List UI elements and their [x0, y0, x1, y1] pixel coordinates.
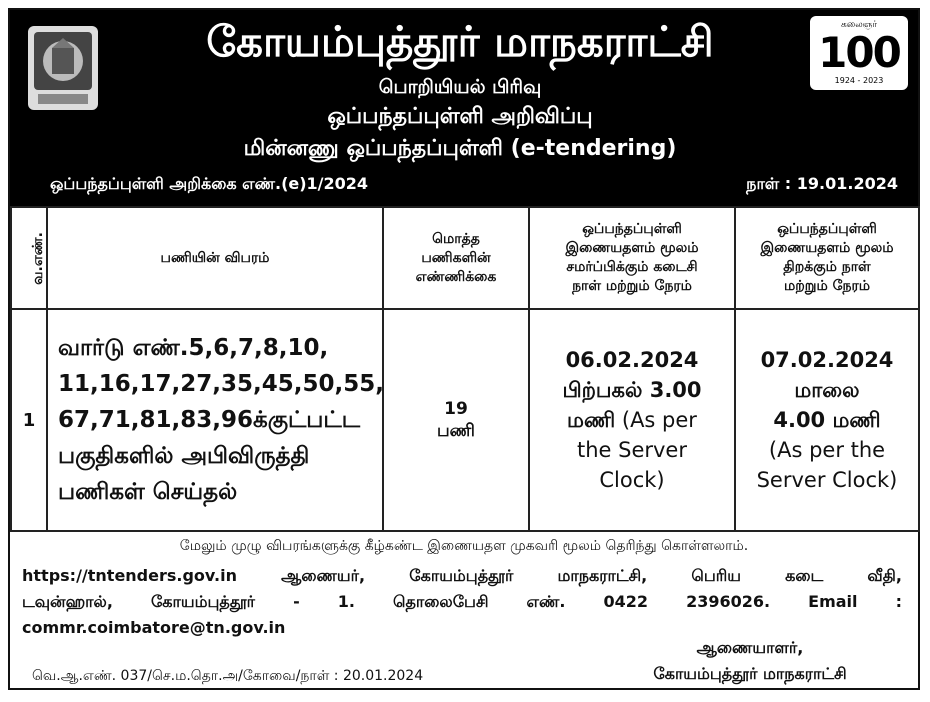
website-link[interactable]: https://tntenders.gov.in — [22, 566, 237, 585]
row-sno: 1 — [11, 309, 47, 531]
row-submission-deadline: 06.02.2024 பிற்பகல் 3.00 மணி (As per the Server Clock) — [529, 309, 735, 531]
department-label: பொறியியல் பிரிவு — [378, 76, 542, 98]
header-count: மொத்த பணிகளின் எண்ணிக்கை — [383, 207, 529, 309]
header-submission: ஒப்பந்தப்புள்ளி இணையதளம் மூலம் சமர்ப்பிக்கும் கடைசி நாள் மற்றும் நேரம் — [529, 207, 735, 309]
corporation-emblem-icon — [22, 22, 104, 118]
row-work-description: வார்டு எண்.5,6,7,8,10, 11,16,17,27,35,45,50,55, 67,71,81,83,96க்குட்பட்ட பகுதிகளில் அபிவிருத்தி பணிகள் செய்தல் — [47, 309, 383, 531]
header-opening: ஒப்பந்தப்புள்ளி இணையதளம் மூலம் திறக்கும் நாள் மற்றும் நேரம் — [735, 207, 919, 309]
signatory: ஆணையாளர், — [696, 638, 804, 657]
notice-number: ஒப்பந்தப்புள்ளி அறிக்கை எண்.(e)1/2024 — [50, 174, 369, 193]
tender-table — [10, 206, 920, 532]
badge-number: 100 — [818, 28, 900, 77]
phone-number: 0422 — [603, 592, 649, 611]
reference-number: வெ.ஆ.எண். 037/செ.ம.தொ.அ/கோவை/நாள் : 20.01.2024 — [32, 668, 424, 684]
info-line-2: https://tntenders.gov.in ஆணையர், கோயம்புத்தூர் மாநகராட்சி, பெரிய கடை வீதி, — [22, 566, 902, 585]
header-work: பணியின் விபரம் — [47, 207, 383, 309]
row-work-count: 19 பணி — [383, 309, 529, 531]
badge-years: 1924 - 2023 — [834, 76, 884, 85]
row-opening-date: 07.02.2024 மாலை 4.00 மணி (As per the Server Clock) — [735, 309, 919, 531]
info-line-3: டவுன்ஹால், கோயம்புத்தூர் - 1. தொலைபேசி எண். 0422 2396026. Email : — [22, 592, 902, 611]
centenary-logo — [810, 16, 908, 90]
corporation-title: கோயம்புத்தூர் மாநகராட்சி — [206, 17, 714, 66]
tender-mode-label: மின்னணு ஒப்பந்தப்புள்ளி (e-tendering) — [243, 136, 677, 161]
notice-type-label: ஒப்பந்தப்புள்ளி அறிவிப்பு — [327, 104, 593, 129]
email-address[interactable]: commr.coimbatore@tn.gov.in — [22, 618, 286, 637]
notice-header — [10, 10, 918, 206]
info-line-1: மேலும் முழு விபரங்களுக்கு கீழ்கண்ட இணையதள முகவரி மூலம் தெரிந்து கொள்ளலாம். — [179, 538, 749, 554]
badge-top-text: கலைஞர் — [840, 20, 878, 30]
table-row — [11, 309, 919, 531]
notice-footer — [10, 530, 918, 690]
signatory-organization: கோயம்புத்தூர் மாநகராட்சி — [653, 664, 847, 683]
tender-notice — [8, 8, 920, 690]
notice-date: நாள் : 19.01.2024 — [746, 174, 898, 193]
header-sno: வ.எண். — [11, 207, 47, 309]
table-header-row — [11, 207, 919, 309]
